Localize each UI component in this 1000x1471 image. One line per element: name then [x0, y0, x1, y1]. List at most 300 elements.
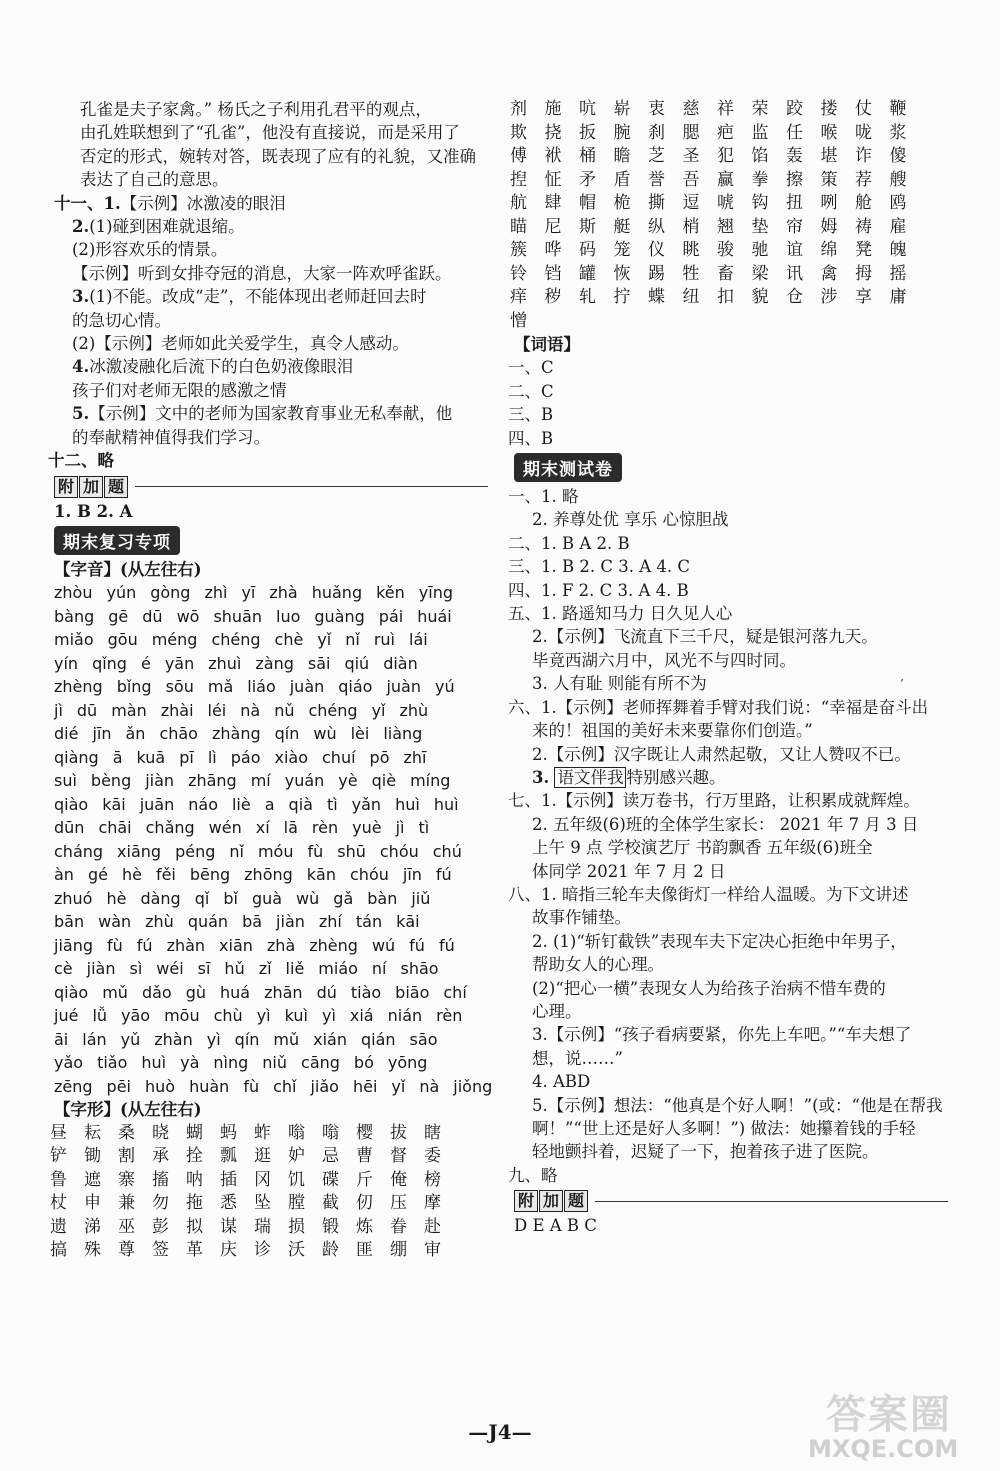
pinyin-syllable: miǎo — [54, 630, 94, 650]
pinyin-syllable: suì — [54, 771, 77, 791]
answer-number: 3. — [72, 287, 90, 307]
pinyin-syllable: lì — [207, 747, 217, 767]
pinyin-syllable: gǎ — [333, 888, 354, 908]
answer-line: 2. (1)“斩钉截铁”表现车夫下定决心拒绝中年男子， — [532, 931, 907, 951]
pinyin-row — [54, 910, 488, 934]
pinyin-syllable: jīn — [92, 724, 112, 744]
char-cell: 崭 — [613, 99, 631, 119]
pinyin-syllable: dàng — [140, 888, 181, 908]
pinyin-syllable: wú — [371, 935, 396, 955]
pinyin-syllable: qín — [274, 724, 300, 744]
pinyin-syllable: yuán — [284, 771, 325, 791]
pinyin-syllable: lǚ — [92, 1006, 108, 1026]
char-cell: 航 — [510, 193, 527, 213]
pinyin-syllable: rèn — [311, 818, 339, 838]
pinyin-syllable: chóu — [350, 865, 389, 885]
char-cell: 涕 — [84, 1216, 101, 1237]
boxed-phrase: 语文伴我 — [554, 767, 626, 788]
answer-line: (2)“把心一横”表现女人为给孩子治病不惜车费的 — [532, 978, 886, 998]
pinyin-row — [54, 863, 488, 887]
pinyin-syllable: àn — [54, 865, 74, 885]
pinyin-syllable: tiǎo — [97, 1053, 128, 1073]
char-cell: 袱 — [544, 146, 562, 166]
pinyin-syllable: qiú — [344, 653, 370, 673]
char-cell: 蝶 — [648, 287, 665, 307]
char-cell: 擦 — [786, 169, 803, 190]
char-cell: 匪 — [356, 1240, 373, 1261]
pinyin-syllable: bān — [54, 912, 85, 932]
pinyin-syllable: chéng — [211, 630, 261, 650]
char-cell: 凳 — [855, 240, 872, 260]
answer-text: 【示例】冰激凌的眼泪 — [120, 193, 286, 213]
pinyin-syllable: quán — [187, 912, 229, 932]
bonus-char: 加 — [539, 1190, 563, 1212]
char-cell: 寨 — [118, 1169, 135, 1190]
pinyin-syllable: méng — [151, 630, 198, 650]
char-cell: 帘 — [786, 216, 803, 237]
pinyin-syllable: guàng — [314, 606, 365, 626]
char-cell: 搐 — [152, 1169, 169, 1190]
answer-text: 【示例】文中的老师为国家教育事业无私奉献，他 — [89, 404, 453, 424]
pinyin-syllable: jué — [54, 1006, 79, 1026]
pinyin-syllable: fú — [438, 935, 455, 955]
char-cell: 禽 — [820, 263, 838, 284]
pinyin-syllable: wàn — [98, 912, 132, 932]
pinyin-syllable: cháng — [54, 841, 104, 861]
pinyin-syllable: zhàng — [211, 724, 261, 744]
char-cell: 畜 — [717, 263, 734, 284]
char-cell: 芝 — [648, 146, 665, 166]
char-cell: 馅 — [751, 146, 769, 166]
pinyin-syllable: chù — [213, 1006, 243, 1026]
pinyin-syllable: jiǔ — [411, 888, 431, 908]
answer-line — [48, 379, 488, 402]
answer-line: 六、1.【示例】老师挥舞着手臂对我们说：“幸福是奋斗出 — [508, 697, 929, 717]
pinyin-row — [54, 746, 488, 770]
char-cell: 申 — [84, 1193, 101, 1214]
pinyin-syllable: liè — [231, 794, 251, 814]
pinyin-syllable: xiá — [349, 1006, 374, 1026]
pinyin-syllable: qiè — [371, 771, 397, 791]
pinyin-row — [54, 605, 488, 629]
pinyin-syllable: jiàn — [145, 771, 175, 791]
pinyin-syllable: fú — [409, 935, 425, 955]
pinyin-row — [54, 581, 488, 605]
pinyin-syllable: huò — [145, 1076, 176, 1096]
pinyin-syllable: zhà — [266, 935, 296, 955]
char-cell: 疤 — [717, 122, 734, 143]
char-cell: 秽 — [544, 287, 562, 307]
pinyin-syllable: wù — [296, 888, 320, 908]
char-cell: 妒 — [288, 1146, 305, 1167]
bonus-header-right — [514, 1190, 948, 1212]
pinyin-syllable: wén — [208, 818, 242, 838]
char-cell: 桑 — [118, 1122, 135, 1143]
answer-line — [48, 426, 488, 449]
pinyin-syllable: qiào — [54, 794, 89, 814]
pinyin-syllable: léi — [207, 700, 227, 720]
char-row — [50, 1239, 488, 1263]
char-cell: 庆 — [220, 1240, 237, 1261]
char-cell: 蝴 — [186, 1122, 203, 1143]
pinyin-syllable: dūn — [54, 818, 85, 838]
pinyin-syllable: pái — [378, 606, 404, 626]
pinyin-syllable: zhī — [403, 747, 427, 767]
answer-line: 4. ABD — [532, 1072, 591, 1092]
char-cell: 拖 — [186, 1193, 203, 1214]
pinyin-syllable: hè — [121, 865, 142, 885]
char-cell: 斯 — [579, 216, 596, 237]
pinyin-syllable: pō — [369, 747, 390, 767]
pinyin-syllable: bǐ — [223, 888, 238, 908]
char-cell: 鞭 — [889, 99, 907, 119]
pinyin-row — [54, 699, 488, 723]
answer-text: (2)形容欢乐的情景。 — [72, 240, 228, 260]
char-cell: 涉 — [820, 287, 838, 307]
answer-number: 5. — [72, 404, 90, 424]
char-cell: 舱 — [855, 193, 872, 213]
char-cell: 眷 — [390, 1216, 407, 1237]
pinyin-row — [54, 793, 488, 817]
pinyin-syllable: zhèng — [309, 935, 358, 955]
char-row — [510, 286, 948, 310]
pinyin-syllable: sī — [197, 959, 211, 979]
pinyin-syllable: wéi — [156, 959, 184, 979]
pinyin-syllable: shāo — [400, 959, 439, 979]
pinyin-syllable: jiàn — [86, 959, 116, 979]
pinyin-syllable: luo — [276, 606, 301, 626]
char-row — [510, 263, 948, 287]
pinyin-syllable: qià — [288, 794, 313, 814]
char-cell: 樱 — [356, 1122, 373, 1143]
pinyin-syllable: hēi — [352, 1076, 378, 1096]
char-cell: 痒 — [510, 287, 527, 307]
char-cell: 膛 — [288, 1193, 305, 1214]
pinyin-syllable: náo — [188, 794, 218, 814]
pinyin-syllable: kāi — [102, 794, 126, 814]
question-12: 十二、略 — [48, 451, 114, 471]
pinyin-syllable: yǔ — [120, 1029, 141, 1049]
char-cell: 吭 — [579, 99, 596, 119]
pinyin-syllable: zhài — [160, 700, 194, 720]
pinyin-syllable: móu — [257, 841, 294, 861]
pinyin-syllable: zhān — [264, 982, 303, 1002]
char-cell: 赢 — [717, 169, 734, 190]
pinyin-syllable: péng — [175, 841, 216, 861]
answer-line — [48, 332, 488, 355]
pinyin-syllable: gē — [108, 606, 129, 626]
char-cell: 尼 — [544, 216, 562, 237]
answer-line: 轻地颤抖着，迟疑了一下，抱着孩子进了医院。 — [532, 1142, 879, 1162]
pinyin-syllable: tì — [418, 818, 430, 838]
pinyin-syllable: nìng — [213, 1053, 249, 1073]
char-cell: 恢 — [613, 263, 631, 284]
answer-line: 5.【示例】想法：“他真是个好人啊！”(或：“他是在帮我 — [532, 1095, 943, 1115]
char-cell: 赴 — [424, 1216, 441, 1237]
char-cell: 呐 — [186, 1169, 203, 1190]
char-cell: 吾 — [682, 169, 700, 190]
char-cell: 兼 — [118, 1193, 135, 1214]
zixing-header: 【字形】(从左往右) — [54, 1100, 202, 1120]
char-cell: 欺 — [510, 122, 527, 143]
pinyin-syllable: xiào — [274, 747, 308, 767]
char-cell: 享 — [855, 287, 872, 307]
char-cell: 梢 — [682, 216, 700, 237]
pinyin-syllable: yì — [256, 1006, 271, 1026]
text-line: 否定的形式，婉转对答，既表现了应有的礼貌，又准确 — [80, 146, 476, 166]
pinyin-syllable: bā — [242, 912, 263, 932]
char-cell: 蚱 — [254, 1122, 271, 1143]
char-cell: 施 — [544, 99, 562, 119]
pinyin-syllable: pī — [179, 747, 194, 767]
pinyin-syllable: fú — [435, 865, 452, 885]
pinyin-syllable: fú — [136, 935, 153, 955]
char-cell: 雇 — [889, 216, 907, 237]
char-cell: 拇 — [855, 263, 872, 284]
char-cell: 鸥 — [889, 193, 907, 213]
pinyin-syllable: yāo — [121, 1006, 151, 1026]
pinyin-syllable: yǐ — [371, 700, 386, 720]
char-cell: 锻 — [322, 1216, 339, 1237]
char-cell: 庸 — [889, 287, 907, 307]
char-cell: 摇 — [889, 263, 907, 284]
pinyin-syllable: pēi — [106, 1076, 131, 1096]
char-cell: 昼 — [50, 1122, 67, 1143]
char-row — [510, 122, 948, 146]
pinyin-syllable: ruì — [373, 630, 395, 650]
answer-line — [48, 215, 488, 238]
pinyin-syllable: jì — [395, 818, 405, 838]
pinyin-row — [54, 652, 488, 676]
pinyin-syllable: tiào — [350, 982, 382, 1002]
char-cell: 腕 — [613, 122, 631, 143]
pinyin-syllable: míng — [410, 771, 451, 791]
char-cell: 梁 — [751, 263, 769, 284]
pinyin-syllable: zhāng — [188, 771, 237, 791]
pinyin-syllable: hè — [106, 888, 127, 908]
pinyin-syllable: wù — [313, 724, 337, 744]
pinyin-syllable: mōu — [164, 1006, 200, 1026]
answer-text: 的奉献精神值得我们学习。 — [72, 427, 270, 447]
ciyu-answers — [508, 356, 948, 450]
pinyin-syllable: zhōng — [244, 865, 293, 885]
char-row — [50, 1145, 488, 1169]
answer-line — [48, 309, 488, 332]
pinyin-syllable: juàn — [386, 677, 421, 697]
pinyin-syllable: chāo — [159, 724, 198, 744]
char-cell: 衷 — [648, 99, 665, 119]
char-cell: 桅 — [613, 193, 631, 213]
answer-line: 3. 人有耻 则能有所不为 — [532, 674, 707, 694]
final-test-title: 期末测试卷 — [514, 453, 622, 482]
pinyin-syllable: sōu — [165, 677, 194, 697]
pinyin-syllable: yín — [54, 653, 79, 673]
pinyin-syllable: a — [264, 794, 275, 814]
char-cell: 鲁 — [50, 1169, 67, 1190]
watermark-text: 答案圈 — [826, 1392, 952, 1438]
char-row — [510, 145, 948, 169]
pinyin-syllable: ǎn — [125, 724, 146, 744]
char-cell: 魄 — [889, 240, 907, 260]
pinyin-syllable: yǐ — [391, 1076, 406, 1096]
char-cell: 谋 — [220, 1216, 237, 1237]
bonus-char: 题 — [104, 476, 128, 498]
char-cell: 荐 — [855, 169, 872, 190]
pinyin-syllable: zhèng — [54, 677, 103, 697]
answer-line: 三、1. B 2. C 3. A 4. C — [508, 557, 690, 577]
pinyin-syllable: mǔ — [273, 1029, 300, 1049]
char-cell: 浆 — [889, 122, 907, 143]
char-cell: 遗 — [50, 1216, 67, 1237]
bonus-char: 附 — [54, 476, 78, 498]
char-cell: 拴 — [186, 1146, 203, 1167]
zixing-grid-right — [508, 98, 948, 333]
pinyin-syllable: zhàn — [166, 935, 206, 955]
answer-line: 四、B — [508, 428, 554, 448]
pinyin-row — [54, 1075, 493, 1099]
pinyin-syllable: xiān — [219, 935, 253, 955]
pinyin-syllable: ní — [371, 959, 387, 979]
pinyin-syllable: jiāng — [54, 935, 93, 955]
char-cell: 勿 — [152, 1193, 169, 1214]
pinyin-syllable: qián — [361, 1029, 396, 1049]
pinyin-syllable: chè — [274, 630, 304, 650]
char-cell: 饥 — [288, 1169, 305, 1190]
answer-line: 帮助女人的心理。 — [532, 955, 664, 975]
watermark-logo — [800, 1383, 970, 1465]
answer-text: 冰激凌融化后流下的白色奶液像眼泪 — [89, 357, 354, 377]
pinyin-syllable: huá — [219, 982, 251, 1002]
passage-continuation — [48, 98, 488, 192]
char-cell: 堪 — [820, 146, 838, 166]
pinyin-syllable: shuān — [213, 606, 262, 626]
answer-line: 3.【示例】“孩子看病要紧，你先上车吧。”“车夫想了 — [532, 1025, 912, 1045]
pinyin-syllable: yǐ — [317, 630, 332, 650]
left-column — [48, 98, 493, 1263]
answer-line: 啊！”“世上还是好人多啊！”) 做法：她攥着钱的手轻 — [532, 1119, 916, 1138]
pinyin-row — [54, 1051, 488, 1075]
char-cell: 翘 — [717, 216, 734, 237]
pinyin-syllable: chéng — [308, 700, 358, 720]
final-test-answers-cont — [508, 789, 948, 1187]
pinyin-syllable: huái — [417, 606, 452, 626]
final-test-answers — [508, 485, 948, 766]
char-cell: 斤 — [356, 1169, 373, 1190]
pinyin-syllable: qiáo — [338, 677, 373, 697]
answer-text: 的急切心情。 — [72, 310, 171, 330]
char-cell: 瑞 — [254, 1216, 271, 1237]
answer-line — [48, 355, 488, 378]
char-cell: 任 — [786, 122, 803, 143]
text-line: 表达了自己的意思。 — [80, 170, 229, 190]
pinyin-row — [54, 957, 488, 981]
pinyin-syllable: yǎo — [54, 1053, 84, 1073]
pinyin-syllable: yì — [206, 1029, 221, 1049]
pinyin-syllable: sāo — [409, 1029, 438, 1049]
pinyin-syllable: sì — [129, 959, 143, 979]
char-cell: 扳 — [579, 122, 596, 143]
answer-line: 二、1. B A 2. B — [508, 533, 630, 553]
pinyin-syllable: yīng — [418, 583, 454, 603]
pinyin-syllable: qǐng — [92, 653, 127, 673]
pinyin-syllable: hǔ — [224, 959, 245, 979]
answer-line: 2. 养尊处优 享乐 心惊胆战 — [532, 510, 729, 530]
char-cell: 监 — [751, 122, 769, 143]
char-cell: 搂 — [820, 99, 838, 119]
pinyin-row — [54, 769, 488, 793]
right-column — [508, 98, 948, 1238]
char-cell: 罐 — [579, 263, 596, 284]
pinyin-syllable: huì — [141, 1053, 167, 1073]
char-cell: 尊 — [118, 1240, 135, 1261]
char-cell: 策 — [820, 169, 838, 190]
char-cell: 貌 — [751, 287, 769, 307]
char-cell: 祷 — [855, 216, 872, 237]
char-cell: 割 — [118, 1146, 135, 1167]
char-row — [510, 310, 948, 334]
answer-line: 2.【示例】汉字既让人肃然起敬，又让人赞叹不已。 — [532, 744, 911, 764]
char-cell: 牲 — [682, 263, 700, 284]
pinyin-syllable: nǐ — [229, 841, 244, 861]
pinyin-syllable: guà — [251, 888, 283, 908]
char-cell: 榜 — [424, 1169, 441, 1190]
pinyin-syllable: fěi — [155, 865, 176, 885]
char-cell: 杖 — [50, 1193, 67, 1214]
pinyin-syllable: liě — [285, 959, 305, 979]
pinyin-row — [54, 981, 488, 1005]
char-cell: 俺 — [390, 1169, 407, 1190]
text-line: 由孔姓联想到了“孔雀”，他没有直接说，而是采用了 — [80, 123, 460, 143]
pinyin-syllable: yǎn — [351, 794, 382, 814]
pinyin-syllable: huàn — [189, 1076, 230, 1096]
char-row — [510, 169, 948, 193]
answer-line: 一、C — [508, 358, 554, 378]
char-cell: 瞄 — [510, 216, 527, 237]
char-cell: 诈 — [855, 146, 872, 166]
page-number: —J4— — [468, 1420, 532, 1444]
char-cell: 殊 — [84, 1240, 101, 1261]
char-cell: 轰 — [786, 146, 803, 166]
pinyin-syllable: huì — [395, 794, 420, 814]
pinyin-syllable: zēng — [54, 1076, 93, 1096]
pinyin-syllable: jīn — [402, 865, 422, 885]
char-cell: 踢 — [648, 263, 665, 284]
pinyin-syllable: fù — [307, 841, 324, 861]
pinyin-syllable: yān — [164, 653, 195, 673]
char-cell: 纵 — [648, 216, 665, 237]
pinyin-syllable: zhù — [145, 912, 174, 932]
answer-line: 想，说……” — [532, 1048, 623, 1068]
char-cell: 喉 — [820, 122, 838, 143]
pinyin-syllable: huì — [433, 794, 459, 814]
char-cell: 督 — [390, 1146, 407, 1167]
answer-line: 三、B — [508, 405, 554, 425]
pinyin-syllable: chǎng — [145, 818, 195, 838]
pinyin-syllable: dǎo — [141, 982, 172, 1002]
pinyin-row — [54, 675, 488, 699]
char-cell: 艘 — [889, 169, 907, 190]
char-cell: 碟 — [322, 1169, 339, 1190]
pinyin-syllable: gé — [87, 865, 108, 885]
pinyin-syllable: dū — [76, 700, 98, 720]
pinyin-syllable: zhuì — [208, 653, 242, 673]
answer-line: 3. 语文伴我 特别感兴趣。 — [532, 767, 726, 787]
pinyin-row — [54, 1028, 488, 1052]
char-cell: 签 — [152, 1240, 169, 1261]
char-cell: 轧 — [579, 287, 596, 307]
pinyin-syllable: jiǎo — [310, 1076, 339, 1096]
pinyin-syllable: cāng — [301, 1053, 340, 1073]
